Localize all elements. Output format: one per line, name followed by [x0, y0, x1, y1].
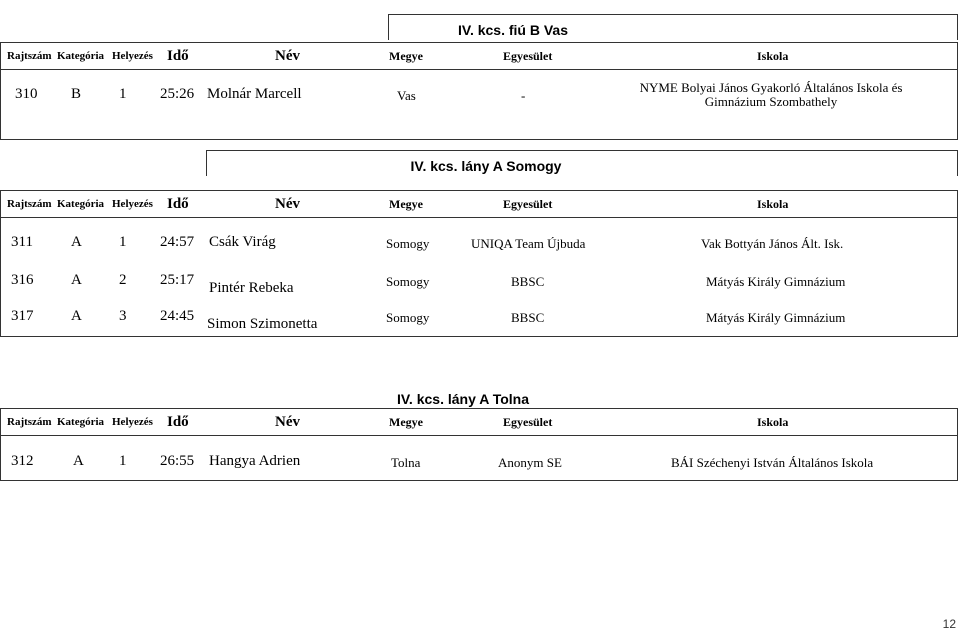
cell-nev: Molnár Marcell: [207, 86, 302, 102]
table-header: [0, 408, 958, 436]
header-nev: Név: [275, 196, 300, 212]
cell-helyezes: 2: [119, 272, 127, 288]
cell-iskola: BÁI Széchenyi István Általános Iskola: [671, 455, 874, 470]
header-iskola: Iskola: [757, 49, 789, 63]
cell-iskola: Vak Bottyán János Ált. Isk.: [701, 236, 844, 251]
cell-megye: Somogy: [386, 236, 430, 251]
cell-helyezes: 1: [119, 86, 127, 102]
header-rajtszam: Rajtszám: [7, 50, 52, 62]
cell-iskola: Mátyás Király Gimnázium: [706, 274, 846, 289]
cell-megye: Tolna: [391, 455, 421, 470]
header-rajtszam: Rajtszám: [7, 416, 52, 428]
table-body: [0, 69, 958, 140]
cell-egyesulet: Anonym SE: [498, 455, 562, 470]
table-header: [0, 42, 958, 70]
cell-iskola-line2: Gimnázium Szombathely: [704, 94, 838, 109]
header-nev: Név: [275, 414, 300, 430]
header-ido: Idő: [167, 196, 189, 212]
cell-egyesulet: BBSC: [511, 274, 545, 289]
cell-ido: 25:26: [160, 86, 195, 102]
cell-iskola-line1: NYME Bolyai János Gyakorló Általános Iskola és: [639, 80, 903, 95]
cell-megye: Vas: [397, 88, 416, 103]
cell-kategoria: A: [71, 308, 82, 324]
header-helyezes: Helyezés: [112, 198, 153, 210]
header-megye: Megye: [389, 415, 423, 429]
header-helyezes: Helyezés: [112, 50, 153, 62]
cell-ido: 26:55: [160, 453, 195, 469]
cell-egyesulet: -: [521, 88, 526, 103]
cell-helyezes: 1: [119, 234, 127, 250]
header-megye: Megye: [389, 197, 423, 211]
cell-ido: 24:57: [160, 234, 195, 250]
header-iskola: Iskola: [757, 197, 789, 211]
section-title-somogy: IV. kcs. lány A Somogy: [206, 150, 958, 176]
header-megye: Megye: [389, 49, 423, 63]
cell-egyesulet: UNIQA Team Újbuda: [471, 236, 586, 251]
header-egyesulet: Egyesület: [503, 49, 553, 63]
header-kategoria: Kategória: [57, 416, 105, 428]
cell-rajtszam: 316: [11, 272, 34, 288]
table-body: [0, 217, 958, 337]
cell-megye: Somogy: [386, 310, 430, 325]
cell-nev: Simon Szimonetta: [207, 316, 318, 332]
cell-ido: 25:17: [160, 272, 195, 288]
cell-nev: Csák Virág: [209, 234, 276, 250]
cell-nev: Pintér Rebeka: [209, 280, 294, 296]
section-title-vas: IV. kcs. fiú B Vas: [388, 14, 958, 40]
header-nev: Név: [275, 48, 300, 64]
table-header: [0, 190, 958, 218]
cell-helyezes: 3: [119, 308, 127, 324]
cell-kategoria: B: [71, 86, 82, 102]
cell-helyezes: 1: [119, 453, 127, 469]
header-ido: Idő: [167, 48, 189, 64]
cell-kategoria: A: [73, 453, 84, 469]
cell-kategoria: A: [71, 272, 82, 288]
page-number: 12: [942, 617, 956, 631]
cell-megye: Somogy: [386, 274, 430, 289]
header-iskola: Iskola: [757, 415, 789, 429]
header-kategoria: Kategória: [57, 198, 105, 210]
cell-kategoria: A: [71, 234, 82, 250]
section-title-tolna: IV. kcs. lány A Tolna: [396, 391, 529, 407]
cell-nev: Hangya Adrien: [209, 453, 301, 469]
cell-rajtszam: 317: [11, 308, 34, 324]
cell-rajtszam: 310: [15, 86, 38, 102]
cell-iskola: Mátyás Király Gimnázium: [706, 310, 846, 325]
cell-rajtszam: 311: [11, 234, 33, 250]
header-ido: Idő: [167, 414, 189, 430]
cell-egyesulet: BBSC: [511, 310, 545, 325]
header-kategoria: Kategória: [57, 50, 105, 62]
header-egyesulet: Egyesület: [503, 197, 553, 211]
header-egyesulet: Egyesület: [503, 415, 553, 429]
cell-rajtszam: 312: [11, 453, 34, 469]
table-body: [0, 435, 958, 481]
cell-ido: 24:45: [160, 308, 195, 324]
header-rajtszam: Rajtszám: [7, 198, 52, 210]
header-helyezes: Helyezés: [112, 416, 153, 428]
